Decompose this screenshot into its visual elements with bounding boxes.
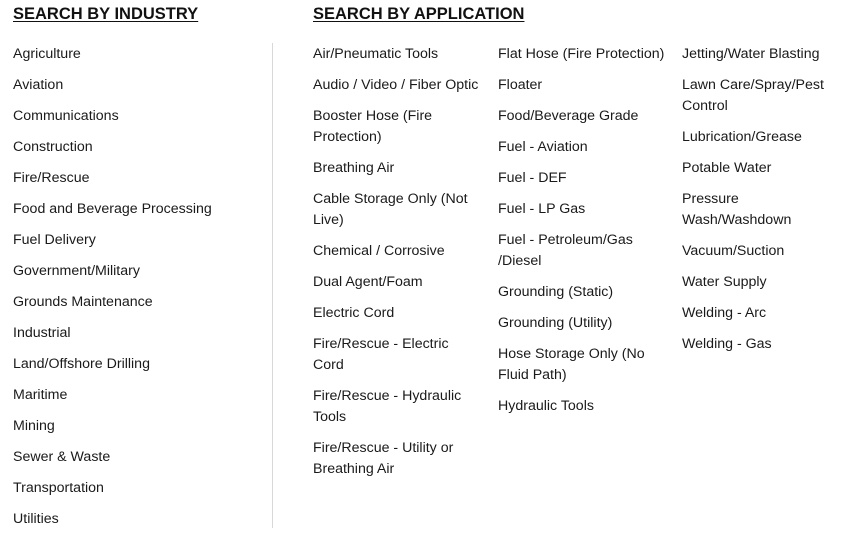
application-link[interactable]: Lubrication/Grease — [682, 129, 802, 145]
application-link[interactable]: Breathing Air — [313, 160, 395, 176]
industry-link[interactable]: Mining — [13, 418, 55, 434]
industry-link[interactable]: Maritime — [13, 387, 68, 403]
industry-heading: SEARCH BY INDUSTRY — [13, 5, 199, 23]
application-column-1 — [313, 44, 483, 490]
application-link[interactable]: Dual Agent/Foam — [313, 274, 423, 290]
application-link[interactable]: Welding - Gas — [682, 336, 772, 352]
column-divider — [272, 43, 273, 528]
application-link[interactable]: Fuel - Aviation — [498, 139, 588, 155]
application-link[interactable]: Chemical / Corrosive — [313, 243, 445, 259]
application-link[interactable]: Electric Cord — [313, 305, 395, 321]
application-link[interactable]: Flat Hose (Fire Protection) — [498, 46, 665, 62]
application-link[interactable]: Fire/Rescue - Electric Cord — [313, 336, 449, 373]
application-link[interactable]: Air/Pneumatic Tools — [313, 46, 439, 62]
application-column-3 — [682, 44, 842, 365]
industry-link[interactable]: Communications — [13, 108, 119, 124]
application-link[interactable]: Pressure Wash/Washdown — [682, 191, 792, 228]
industry-link[interactable]: Government/Military — [13, 263, 140, 279]
application-link[interactable]: Jetting/Water Blasting — [682, 46, 820, 62]
industry-link[interactable]: Grounds Maintenance — [13, 294, 153, 310]
application-link[interactable]: Fire/Rescue - Hydraulic Tools — [313, 388, 462, 425]
application-link[interactable]: Potable Water — [682, 160, 772, 176]
industry-link[interactable]: Industrial — [13, 325, 71, 341]
application-link[interactable]: Audio / Video / Fiber Optic — [313, 77, 479, 93]
application-column-2 — [498, 44, 670, 427]
application-link[interactable]: Water Supply — [682, 274, 767, 290]
application-heading: SEARCH BY APPLICATION — [313, 5, 525, 23]
industry-link[interactable]: Sewer & Waste — [13, 449, 111, 465]
application-link[interactable]: Booster Hose (Fire Protection) — [313, 108, 433, 145]
application-link[interactable]: Grounding (Static) — [498, 284, 614, 300]
industry-link[interactable]: Fire/Rescue — [13, 170, 90, 186]
industry-link[interactable]: Land/Offshore Drilling — [13, 356, 150, 372]
industry-list — [13, 44, 263, 540]
industry-link[interactable]: Transportation — [13, 480, 104, 496]
application-link[interactable]: Welding - Arc — [682, 305, 767, 321]
industry-link[interactable]: Fuel Delivery — [13, 232, 96, 248]
application-link[interactable]: Fuel - DEF — [498, 170, 567, 186]
application-link[interactable]: Grounding (Utility) — [498, 315, 613, 331]
application-link[interactable]: Fire/Rescue - Utility or Breathing Air — [313, 440, 454, 477]
application-link[interactable]: Food/Beverage Grade — [498, 108, 639, 124]
industry-link[interactable]: Construction — [13, 139, 93, 155]
industry-link[interactable]: Aviation — [13, 77, 64, 93]
application-link[interactable]: Lawn Care/Spray/Pest Control — [682, 77, 824, 114]
application-link[interactable]: Cable Storage Only (Not Live) — [313, 191, 468, 228]
application-link[interactable]: Vacuum/Suction — [682, 243, 785, 259]
industry-link[interactable]: Food and Beverage Processing — [13, 201, 212, 217]
industry-link[interactable]: Utilities — [13, 511, 59, 527]
application-link[interactable]: Hydraulic Tools — [498, 398, 594, 414]
application-link[interactable]: Hose Storage Only (No Fluid Path) — [498, 346, 645, 383]
application-link[interactable]: Fuel - LP Gas — [498, 201, 586, 217]
application-link[interactable]: Fuel - Petroleum/Gas /Diesel — [498, 232, 633, 269]
application-link[interactable]: Floater — [498, 77, 543, 93]
industry-link[interactable]: Agriculture — [13, 46, 81, 62]
